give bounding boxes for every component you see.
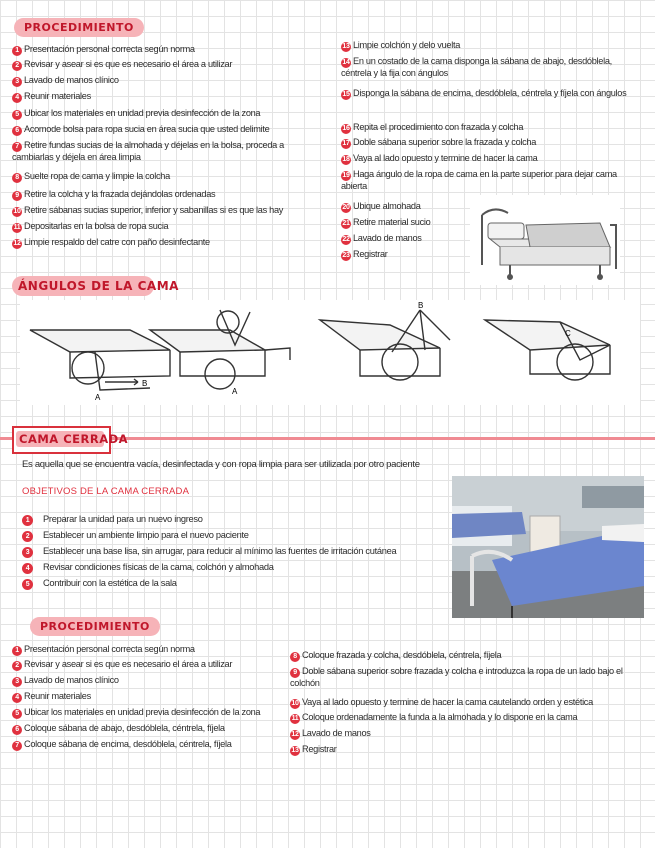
procedure-step (12, 75, 119, 87)
step-text: Retire la colcha y la frazada dejándolas ordenadas (24, 189, 216, 199)
step-text: Reunir materiales (24, 91, 91, 101)
objective-item (22, 562, 274, 574)
step-number-badge: 16 (342, 125, 350, 132)
corner-label-c: C (565, 329, 571, 338)
step-text: Coloque ordenadamente la funda a la almohada y lo dispone en la cama (302, 712, 578, 722)
cama-cerrada-definition: Es aquella que se encuentra vacía, desinfectada y con ropa limpia para ser utilizada por otro paciente (22, 459, 420, 470)
open-bed-illustration (470, 195, 620, 285)
procedure-step (341, 201, 421, 213)
objective-text: Preparar la unidad para un nuevo ingreso (43, 514, 203, 524)
step-text: Repita el procedimiento con frazada y colcha (353, 122, 524, 132)
procedure-step (341, 233, 422, 245)
procedure-step (12, 91, 91, 103)
step-text: Vaya al lado opuesto y termine de hacer la cama (353, 153, 538, 163)
procedure-step (290, 666, 635, 689)
step-number-badge: 15 (342, 91, 350, 98)
objective-item (22, 514, 203, 526)
procedure-step (12, 124, 269, 136)
procedure-step (12, 237, 210, 249)
angulos-title: ÁNGULOS DE LA CAMA (18, 279, 179, 293)
step-text: Registrar (302, 744, 337, 754)
step-number-badge: 7 (12, 142, 22, 152)
corner-label-a1: A (95, 393, 101, 402)
objective-item (22, 578, 177, 590)
procedure-title-2: PROCEDIMIENTO (30, 617, 160, 636)
step-number-badge: 19 (342, 172, 350, 179)
step-number-badge: 7 (12, 741, 22, 751)
hospital-beds-photo (452, 476, 644, 618)
step-number-badge: 9 (290, 668, 300, 678)
step-number-badge: 11 (13, 224, 21, 231)
step-number-badge: 6 (12, 126, 22, 136)
objective-number-badge: 3 (22, 547, 33, 558)
step-text: Reunir materiales (24, 691, 91, 701)
step-number-badge: 4 (12, 693, 22, 703)
step-number-badge: 11 (291, 715, 299, 722)
procedure-step (290, 728, 371, 740)
step-text: Lavado de manos clínico (24, 675, 119, 685)
step-text: Limpie respaldo del catre con paño desinfectante (24, 237, 210, 247)
step-number-badge: 14 (342, 59, 350, 66)
objective-number-badge: 1 (22, 515, 33, 526)
procedure-step (12, 723, 225, 735)
procedure-step (341, 88, 641, 100)
objective-number-badge: 2 (22, 531, 33, 542)
step-text: Vaya al lado opuesto y termine de hacer la cama cautelando orden y estética (302, 697, 593, 707)
procedure-step (12, 691, 91, 703)
step-number-badge: 13 (291, 747, 299, 754)
step-text: Coloque frazada y colcha, desdóblela, céntrela, fíjela (302, 650, 502, 660)
cama-cerrada-title: CAMA CERRADA (19, 432, 129, 446)
step-number-badge: 2 (12, 61, 22, 71)
step-text: Retire material sucio (353, 217, 431, 227)
procedure-step (12, 205, 283, 217)
step-number-badge: 3 (12, 77, 22, 87)
step-text: Presentación personal correcta según norma (24, 644, 195, 654)
objective-item (22, 530, 249, 542)
objectives-title: OBJETIVOS DE LA CAMA CERRADA (22, 486, 190, 497)
step-text: Retire sábanas sucias superior, inferior y sabanillas si es que las hay (24, 205, 284, 215)
procedure-step (12, 221, 168, 233)
step-text: Suelte ropa de cama y limpie la colcha (24, 171, 170, 181)
procedure-title-1: PROCEDIMIENTO (14, 18, 144, 37)
step-number-badge: 9 (12, 191, 22, 201)
procedure-step (12, 189, 215, 201)
step-number-badge: 18 (342, 156, 350, 163)
procedure-step (12, 739, 232, 751)
step-number-badge: 13 (342, 43, 350, 50)
objective-text: Establecer una base lisa, sin arrugar, para reducir al mínimo las fuentes de irritación cutánea (43, 546, 397, 556)
step-text: Depositarlas en la bolsa de ropa sucia (24, 221, 169, 231)
procedure-step (341, 40, 460, 52)
step-number-badge: 22 (342, 236, 350, 243)
step-number-badge: 2 (12, 661, 22, 671)
step-number-badge: 17 (342, 140, 350, 147)
procedure-step (341, 137, 536, 149)
step-number-badge: 5 (12, 110, 22, 120)
step-text: Lavado de manos (353, 233, 422, 243)
step-text: Disponga la sábana de encima, desdóblela, céntrela y fíjela con ángulos (353, 88, 627, 98)
objective-number-badge: 4 (22, 563, 33, 574)
step-text: Lavado de manos clínico (24, 75, 119, 85)
procedure-step (341, 153, 537, 165)
step-text: Revisar y asear si es que es necesario el área a utilizar (24, 59, 233, 69)
step-text: Doble sábana superior sobre la frazada y colcha (353, 137, 537, 147)
procedure-step (12, 140, 317, 163)
step-text: Ubicar los materiales en unidad previa desinfección de la zona (24, 108, 261, 118)
step-text: Coloque sábana de abajo, desdóblela, céntrela, fíjela (24, 723, 225, 733)
objective-text: Contribuir con la estética de la sala (43, 578, 177, 588)
procedure-step (12, 59, 232, 71)
procedure-step (12, 707, 260, 719)
objective-item (22, 546, 396, 558)
step-number-badge: 4 (12, 93, 22, 103)
step-text: Haga ángulo de la ropa de cama en la parte superior para dejar cama abierta (341, 169, 617, 191)
procedure-step (12, 644, 195, 656)
procedure-step (341, 122, 523, 134)
procedure-step (12, 659, 232, 671)
procedure-step (341, 249, 388, 261)
procedure-step (290, 697, 593, 709)
step-number-badge: 20 (342, 204, 350, 211)
step-text: Revisar y asear si es que es necesario el área a utilizar (24, 659, 233, 669)
step-text: Ubique almohada (353, 201, 421, 211)
procedure-step (290, 744, 337, 756)
step-text: Doble sábana superior sobre frazada y colcha e introduzca la ropa de un lado bajo el colchón (290, 666, 623, 688)
objective-number-badge: 5 (22, 579, 33, 590)
procedure-step (341, 217, 430, 229)
step-text: En un costado de la cama disponga la sábana de abajo, desdóblela, céntrela y la fija con ángulos (341, 56, 612, 78)
procedure-step (341, 169, 641, 192)
step-number-badge: 1 (12, 46, 22, 56)
procedure-step (12, 171, 170, 183)
step-text: Limpie colchón y delo vuelta (353, 40, 461, 50)
procedure-step (12, 108, 260, 120)
step-text: Retire fundas sucias de la almohada y déjelas en la bolsa, proceda a cambiarlas y déjela en área limpia (12, 140, 284, 162)
procedure-step (341, 56, 641, 79)
procedure-step (290, 650, 501, 662)
step-text: Ubicar los materiales en unidad previa desinfección de la zona (24, 707, 261, 717)
step-number-badge: 3 (12, 677, 22, 687)
step-number-badge: 1 (12, 646, 22, 656)
step-number-badge: 21 (342, 220, 350, 227)
step-number-badge: 10 (13, 208, 21, 215)
step-number-badge: 23 (342, 252, 350, 259)
step-number-badge: 8 (12, 173, 22, 183)
step-number-badge: 8 (290, 652, 300, 662)
step-text: Presentación personal correcta según norma (24, 44, 195, 54)
step-number-badge: 6 (12, 725, 22, 735)
step-number-badge: 10 (291, 700, 299, 707)
corner-label-b1: B (142, 379, 148, 388)
step-text: Acomode bolsa para ropa sucia en área sucia que usted delimite (24, 124, 270, 134)
step-text: Registrar (353, 249, 388, 259)
step-number-badge: 12 (13, 240, 21, 247)
objective-text: Establecer un ambiente limpio para el nuevo paciente (43, 530, 249, 540)
objective-text: Revisar condiciones físicas de la cama, colchón y almohada (43, 562, 274, 572)
step-number-badge: 12 (291, 731, 299, 738)
step-text: Coloque sábana de encima, desdóblela, céntrela, fíjela (24, 739, 232, 749)
procedure-step (12, 44, 195, 56)
bed-corners-diagram (20, 300, 640, 405)
step-number-badge: 5 (12, 709, 22, 719)
procedure-step (12, 675, 119, 687)
step-text: Lavado de manos (302, 728, 371, 738)
procedure-step (290, 712, 577, 724)
corner-label-a2: A (232, 387, 238, 396)
corner-label-b2: B (418, 301, 424, 310)
